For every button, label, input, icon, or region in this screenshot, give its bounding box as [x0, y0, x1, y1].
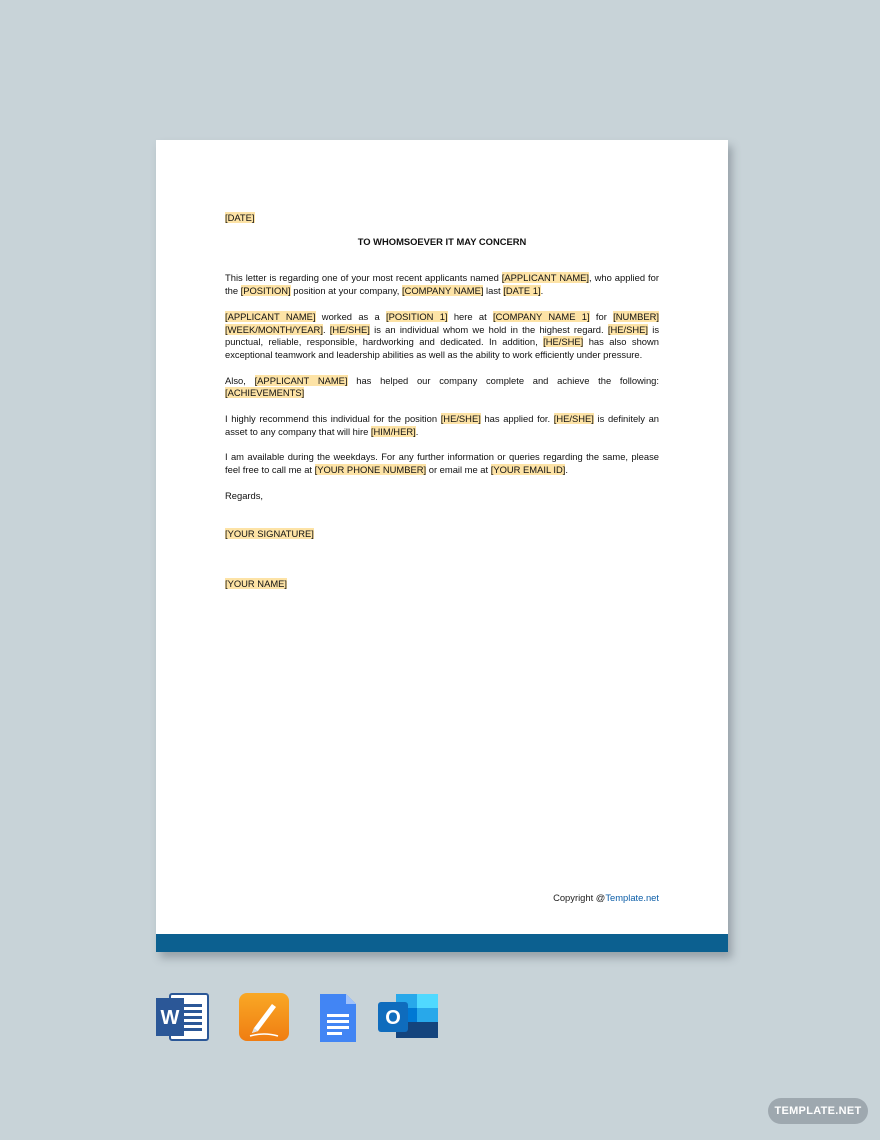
footer-bar: [156, 934, 728, 952]
company-name-1-placeholder: [COMPANY NAME 1]: [492, 310, 590, 322]
applicant-name-placeholder: [APPLICANT NAME]: [254, 374, 348, 386]
signature-line: [225, 528, 659, 541]
regards-line: Regards,: [225, 489, 264, 501]
name-line: [225, 578, 659, 591]
applicant-name-placeholder: [APPLICANT NAME]: [225, 310, 316, 322]
svg-text:W: W: [160, 1007, 180, 1029]
position-1-placeholder: [POSITION 1]: [386, 310, 448, 322]
svg-text:O: O: [385, 1007, 401, 1029]
company-name-placeholder: [COMPANY NAME]: [402, 285, 484, 297]
pronoun-placeholder: [HE/SHE]: [329, 323, 370, 335]
pronoun-placeholder: [HE/SHE]: [607, 323, 648, 335]
phone-number-placeholder: [YOUR PHONE NUMBER]: [314, 464, 427, 476]
date-1-placeholder: [DATE 1]: [503, 285, 541, 297]
google-docs-icon[interactable]: [318, 992, 358, 1044]
paragraph-2: [APPLICANT NAME] worked as a [POSITION 1] here at [COMPANY NAME 1] for [NUMBER] [WEEK/MONTH/YEAR]. [HE/SHE] is an individual whom we hold in the highest regard. [HE/SHE] is punctual, reliable, responsible, hardworking and dedicated. In addition, [HE/SHE] has also shown exceptional teamwork and leadership abilities as well as the ability to work efficiently under pressure.: [225, 310, 660, 360]
pages-icon[interactable]: [238, 992, 290, 1042]
letter-content: [225, 212, 659, 591]
outlook-icon[interactable]: [378, 992, 440, 1042]
letter-title: TO WHOMSOEVER IT MAY CONCERN: [357, 235, 527, 247]
email-placeholder: [YOUR EMAIL ID]: [490, 464, 566, 476]
applicant-name-placeholder: [APPLICANT NAME]: [501, 272, 590, 284]
word-icon[interactable]: [156, 992, 210, 1042]
pronoun-placeholder: [HE/SHE]: [553, 413, 594, 425]
paragraph-3: Also, [APPLICANT NAME] has helped our company complete and achieve the following: [ACHIEVEMENTS]: [225, 374, 659, 399]
date-line: [225, 212, 659, 225]
name-placeholder: [YOUR NAME]: [225, 578, 287, 590]
copyright-notice: Copyright @Template.net: [553, 892, 659, 903]
copyright-link[interactable]: Template.net: [605, 892, 659, 903]
duration-placeholder: [NUMBER] [WEEK/MONTH/YEAR]: [225, 310, 659, 335]
signature-placeholder: [YOUR SIGNATURE]: [225, 527, 314, 539]
paragraph-5: I am available during the weekdays. For any further information or queries regarding the same, please feel free to call me at [YOUR PHONE NUMBER] or email me at [YOUR EMAIL ID].: [225, 451, 659, 476]
achievements-placeholder: [ACHIEVEMENTS]: [225, 387, 305, 399]
pronoun-placeholder: [HE/SHE]: [440, 413, 481, 425]
position-placeholder: [POSITION]: [240, 285, 291, 297]
paragraph-4: I highly recommend this individual for the position [HE/SHE] has applied for. [HE/SHE] is definitely an asset to any company that will hire [HIM/HER].: [225, 413, 660, 437]
object-pronoun-placeholder: [HIM/HER]: [370, 425, 416, 437]
app-icons-row: [0, 992, 880, 1044]
letter-page: [156, 140, 728, 952]
template-net-badge[interactable]: TEMPLATE.NET: [768, 1098, 868, 1124]
paragraph-1: This letter is regarding one of your most recent applicants named [APPLICANT NAME], who applied for the [POSITION] position at your company, [COMPANY NAME] last [DATE 1].: [225, 272, 659, 297]
date-placeholder: [DATE]: [225, 212, 255, 223]
pronoun-placeholder: [HE/SHE]: [543, 336, 584, 348]
